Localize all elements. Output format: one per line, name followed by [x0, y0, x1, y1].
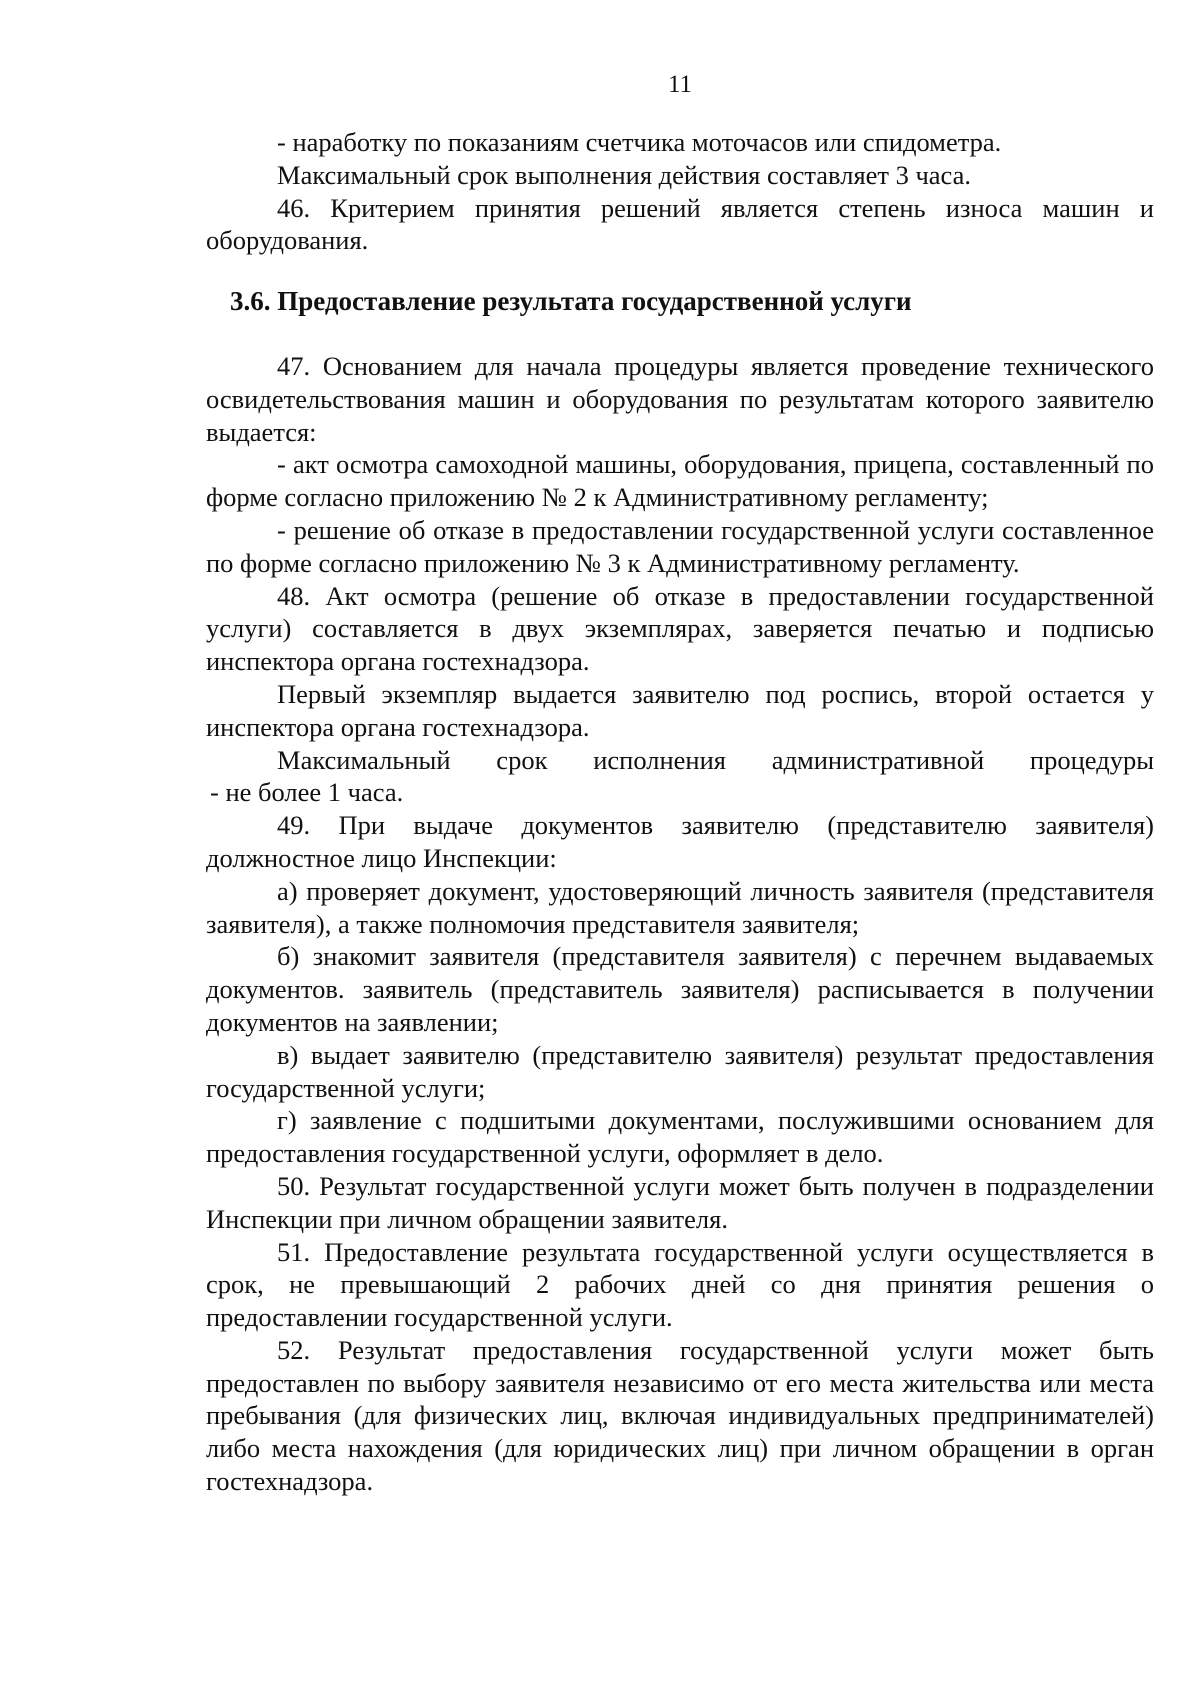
- paragraph: Первый экземпляр выдается заявителю под роспись, второй остается у инспектора органа гостехнадзора.: [206, 678, 1154, 742]
- page-number: 11: [667, 71, 693, 98]
- list-item: а) проверяет документ, удостоверяющий личность заявителя (представителя заявителя), а также полномочия представителя заявителя;: [206, 875, 1154, 939]
- list-item: б) знакомит заявителя (представителя заявителя) с перечнем выдаваемых документов. заявитель (представитель заявителя) расписывается в получении документов на заявлении;: [206, 941, 1154, 1037]
- paragraph: 47. Основанием для начала процедуры является проведение технического освидетельствования машин и оборудования по результатам которого заявителю выдается:: [206, 350, 1154, 447]
- list-item: - решение об отказе в предоставлении государственной услуги составленное по форме согласно приложению № 3 к Административному регламенту.: [206, 514, 1154, 578]
- document-body: [206, 126, 1154, 1498]
- section-heading: 3.6. Предоставление результата государственной услуги: [230, 286, 912, 317]
- list-item: в) выдает заявителю (представителю заявителя) результат предоставления государственной услуги;: [206, 1039, 1154, 1103]
- paragraph: Максимальный срок исполнения административной процедуры: [277, 744, 1154, 775]
- paragraph: - не более 1 часа.: [210, 777, 404, 808]
- list-item: г) заявление с подшитыми документами, послужившими основанием для предоставления государственной услуги, оформляет в дело.: [206, 1105, 1154, 1169]
- paragraph: 49. При выдаче документов заявителю (представителю заявителя) должностное лицо Инспекции:: [206, 810, 1154, 873]
- paragraph: 50. Результат государственной услуги может быть получен в подразделении Инспекции при личном обращении заявителя.: [206, 1170, 1154, 1234]
- paragraph: 51. Предоставление результата государственной услуги осуществляется в срок, не превышающий 2 рабочих дней со дня принятия решения о предоставлении государственной услуги.: [206, 1236, 1154, 1333]
- paragraph: Максимальный срок выполнения действия составляет 3 часа.: [277, 159, 972, 190]
- paragraph: 48. Акт осмотра (решение об отказе в предоставлении государственной услуги) составляется в двух экземплярах, заверяется печатью и подписью инспектора органа гостехнадзора.: [206, 580, 1154, 677]
- paragraph: - наработку по показаниям счетчика моточасов или спидометра.: [277, 127, 1002, 157]
- paragraph: 52. Результат предоставления государственной услуги может быть предоставлен по выбору заявителя независимо от его места жительства или места пребывания (для физических лиц, включая индивидуальных предпринимателей) либо места нахождения (для юридических лиц) при личном обращении в орган гостехнадзора.: [206, 1334, 1154, 1497]
- list-item: - акт осмотра самоходной машины, оборудования, прицепа, составленный по форме согласно приложению № 2 к Административному регламенту;: [206, 449, 1154, 513]
- paragraph: 46. Критерием принятия решений является степень износа машин и оборудования.: [206, 192, 1154, 256]
